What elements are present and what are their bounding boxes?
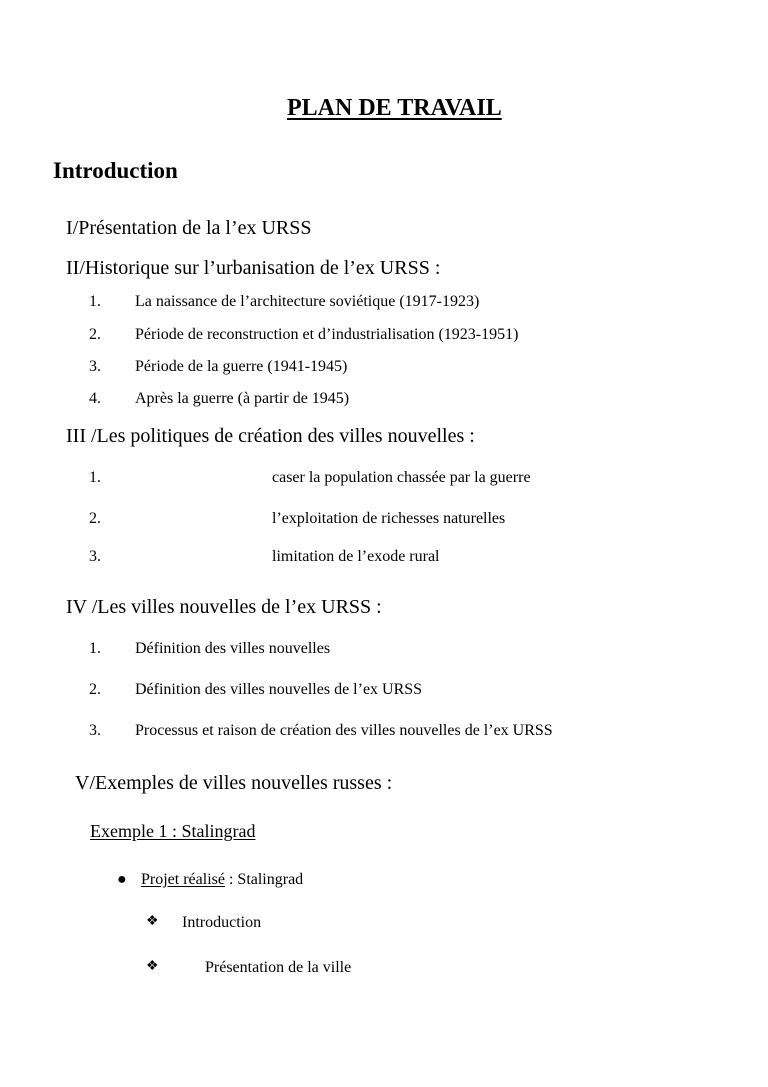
list-item: l’exploitation de richesses naturelles: [272, 510, 506, 527]
sub-item: Présentation de la ville: [205, 959, 352, 976]
sub-item: Introduction: [182, 914, 262, 931]
bullet-dot-icon: ●: [117, 871, 127, 888]
list-item-number: 4.: [89, 390, 101, 407]
section-4-heading: IV /Les villes nouvelles de l’ex URSS :: [66, 596, 382, 618]
section-5-heading: V/Exemples de villes nouvelles russes :: [75, 772, 393, 794]
bullet-item: [141, 872, 303, 888]
list-item-number: 3.: [89, 722, 101, 739]
list-item-number: 2.: [89, 510, 101, 527]
section-2-heading: II/Historique sur l’urbanisation de l’ex URSS :: [66, 257, 441, 279]
section-1-heading: I/Présentation de la l’ex URSS: [66, 217, 312, 239]
section-3-heading: III /Les politiques de création des villes nouvelles :: [66, 425, 475, 447]
list-item: Définition des villes nouvelles de l’ex URSS: [135, 681, 423, 698]
example-label: Exemple 1 : Stalingrad: [90, 821, 256, 841]
list-item: Période de reconstruction et d’industrialisation (1923-1951): [135, 326, 519, 343]
list-item-number: 2.: [89, 326, 101, 343]
list-item-number: 3.: [89, 358, 101, 375]
list-item: Processus et raison de création des villes nouvelles de l’ex URSS: [135, 722, 553, 739]
list-item: Définition des villes nouvelles: [135, 640, 331, 657]
list-item: caser la population chassée par la guerre: [272, 469, 531, 486]
introduction-heading: Introduction: [53, 158, 178, 183]
list-item-number: 2.: [89, 681, 101, 698]
list-item: Période de la guerre (1941-1945): [135, 358, 348, 375]
diamond-bullet-icon: ❖: [146, 959, 159, 974]
list-item-number: 1.: [89, 293, 101, 310]
list-item-number: 1.: [89, 640, 101, 657]
bullet-label: Projet réalisé: [141, 871, 225, 888]
diamond-bullet-icon: ❖: [146, 914, 159, 929]
page-title: PLAN DE TRAVAIL: [287, 95, 502, 121]
list-item: limitation de l’exode rural: [272, 548, 440, 565]
list-item: La naissance de l’architecture soviétique (1917-1923): [135, 293, 480, 310]
list-item-number: 3.: [89, 548, 101, 565]
list-item: Après la guerre (à partir de 1945): [135, 390, 350, 407]
bullet-rest: : Stalingrad: [224, 871, 304, 888]
list-item-number: 1.: [89, 469, 101, 486]
